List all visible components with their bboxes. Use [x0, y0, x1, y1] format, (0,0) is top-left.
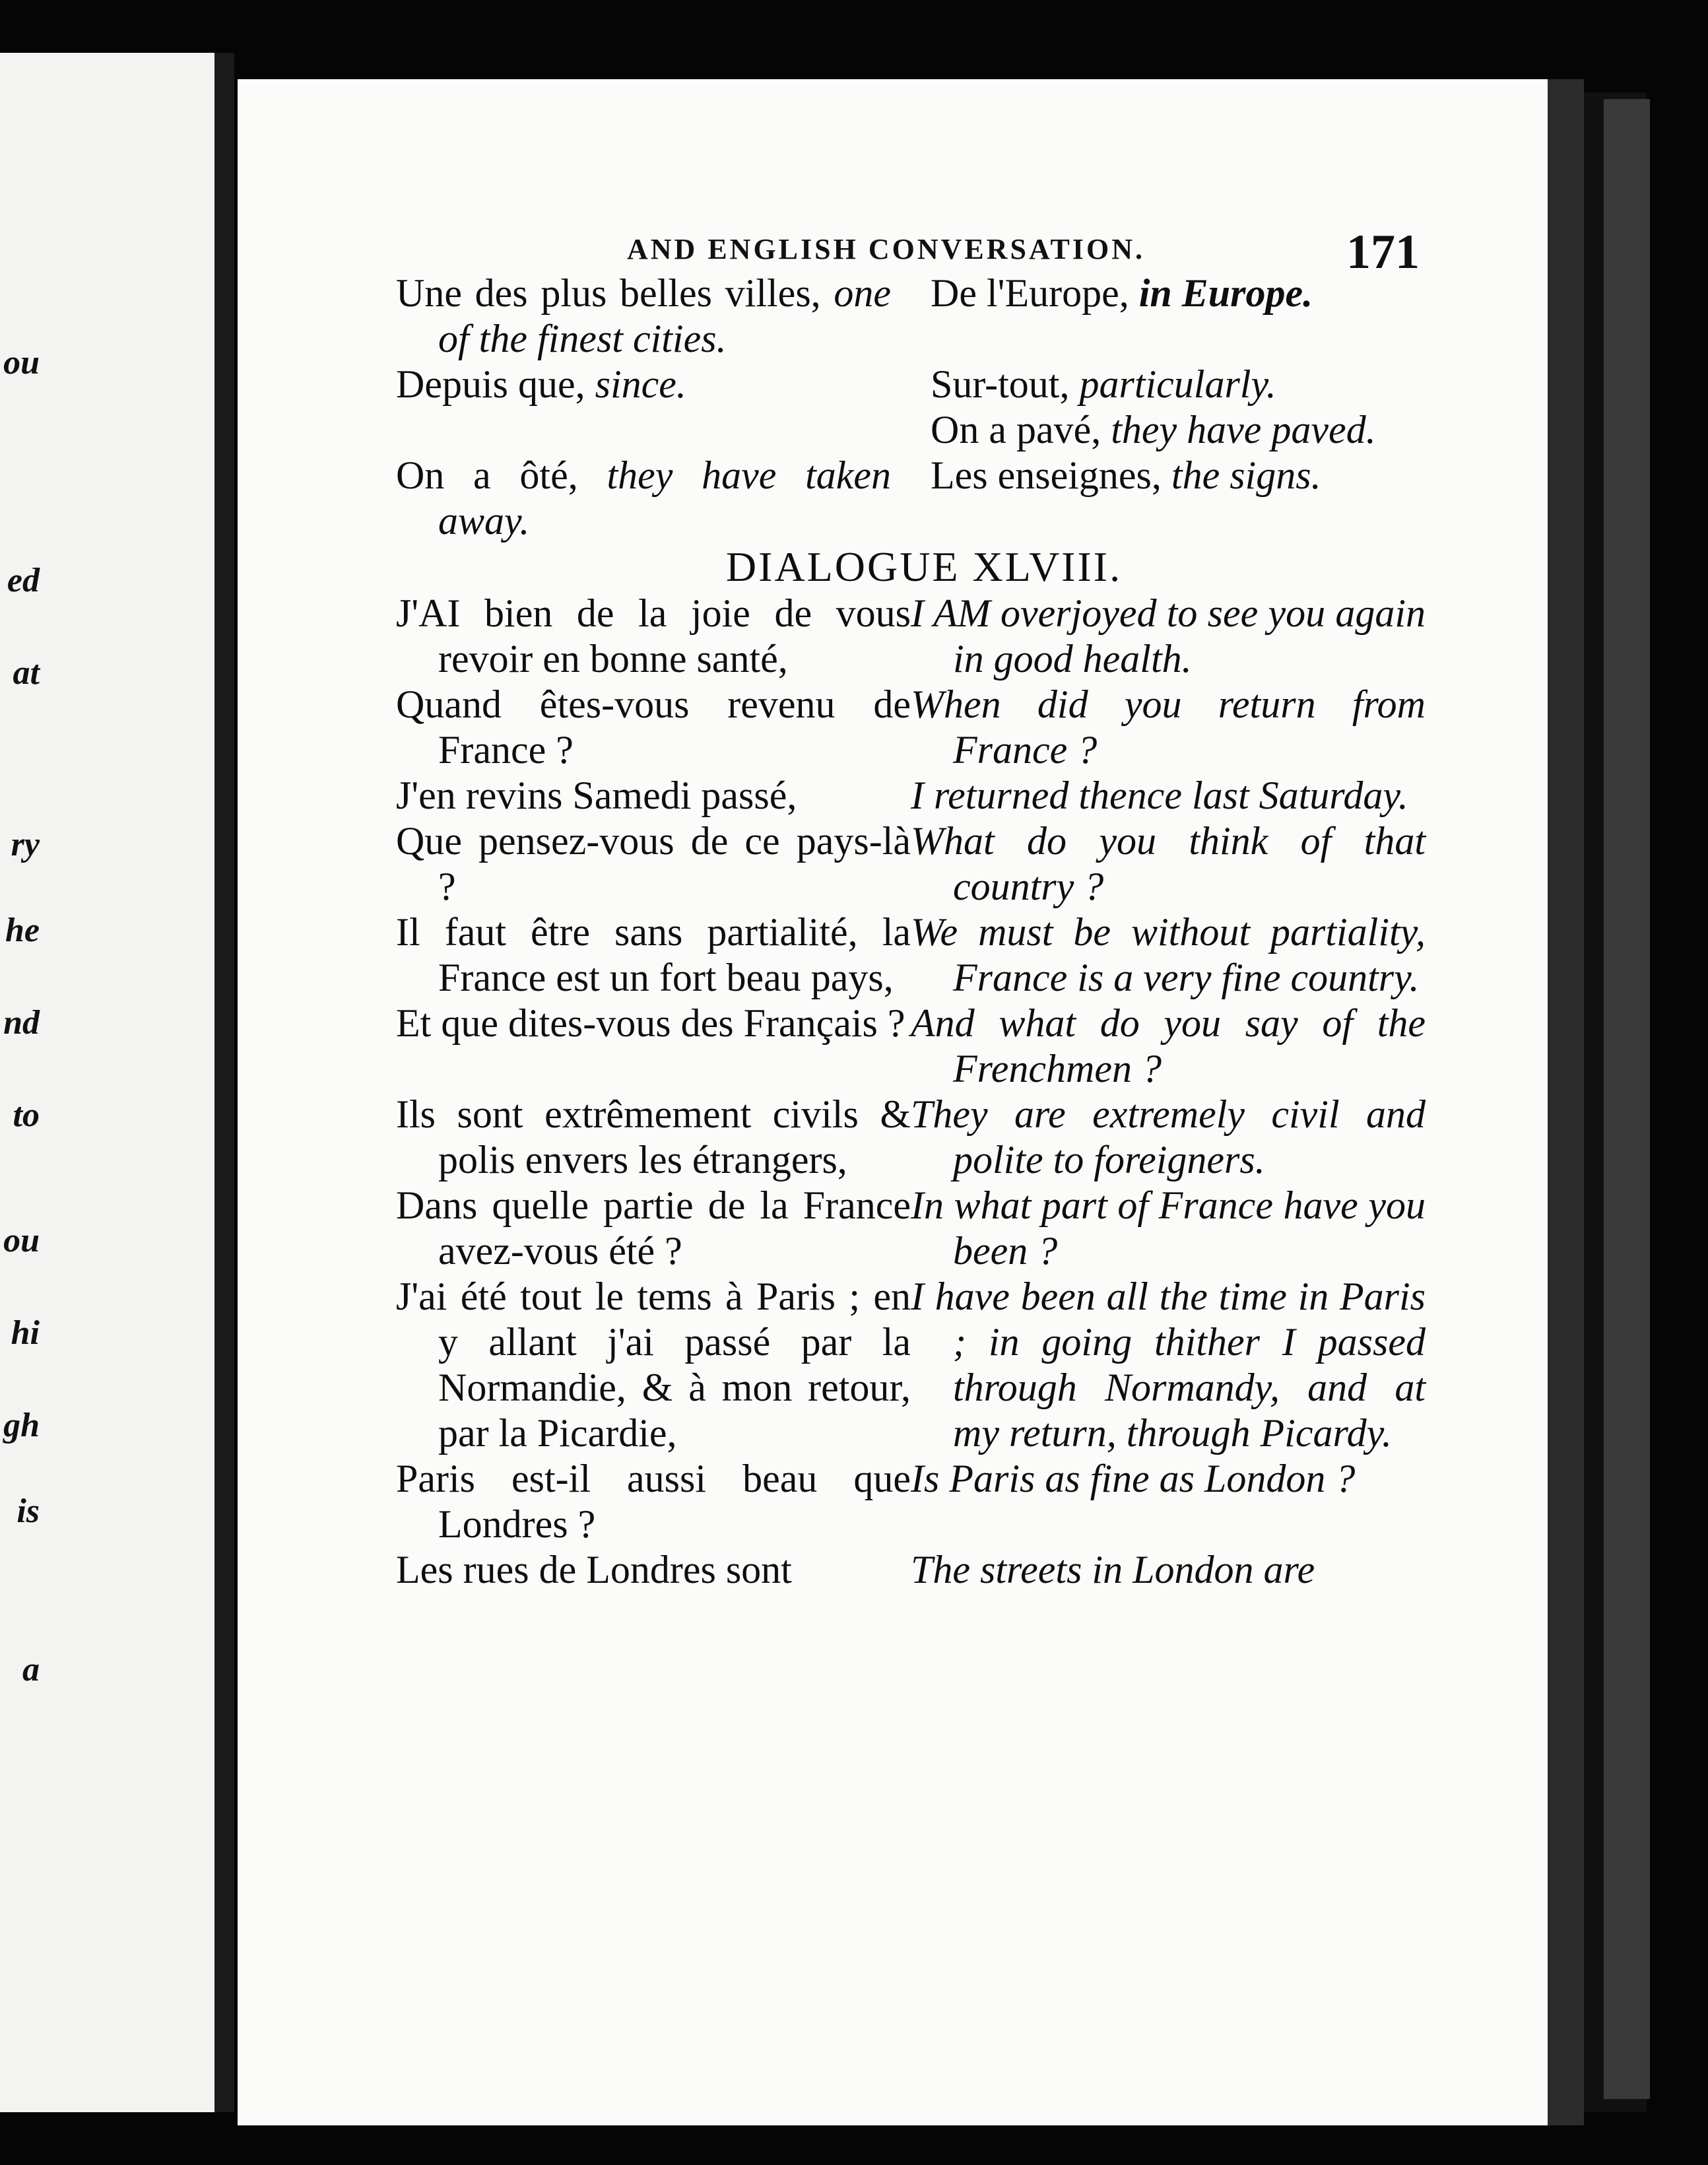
dialogue-row: [396, 591, 1426, 682]
edge-fragment: ed: [7, 562, 40, 599]
dialogue-row: [396, 1001, 1426, 1092]
vocab-french: On a pavé,: [931, 408, 1101, 451]
vocab-entry: [396, 362, 891, 407]
dialogue-row: [396, 773, 1426, 818]
vocab-french: Une des plus belles villes,: [396, 271, 821, 315]
dialogue-english: And what do you say of the Frenchmen ?: [911, 1001, 1426, 1090]
dialogue-english: I returned thence last Saturday.: [911, 774, 1408, 817]
dialogue-french: J'en revins Samedi passé,: [396, 774, 797, 817]
vocab-english: since.: [595, 362, 686, 406]
vocabulary-right-column: [931, 271, 1426, 544]
edge-fragment: to: [13, 1096, 40, 1134]
vocab-english: particularly.: [1079, 362, 1276, 406]
dialogue-row: [396, 1183, 1426, 1274]
vocab-entry: [931, 271, 1426, 316]
dialogue-row: [396, 910, 1426, 1001]
vocab-entry: [396, 271, 891, 362]
edge-fragment: is: [16, 1492, 40, 1530]
dialogue-title: DIALOGUE XLVIII.: [725, 543, 1123, 590]
dialogue-french: Les rues de Londres sont: [396, 1548, 792, 1591]
edge-fragment: ou: [3, 1222, 40, 1259]
edge-fragment: he: [5, 912, 40, 949]
edge-fragment: hi: [11, 1314, 40, 1352]
edge-fragment: a: [22, 1651, 40, 1688]
dialogue-french: Que pensez-vous de ce pays-là ?: [396, 819, 911, 908]
dialogue-english: They are extremely civil and polite to foreigners.: [911, 1092, 1426, 1182]
edge-fragment: nd: [3, 1004, 40, 1042]
dialogue-row: [396, 1274, 1426, 1456]
dialogue-english: Is Paris as fine as London ?: [911, 1457, 1356, 1500]
facing-page: [0, 53, 214, 2112]
edge-fragment: at: [13, 654, 40, 692]
vocab-french: Les enseignes,: [931, 453, 1162, 497]
dialogue-french: Il faut être sans partialité, la France est un fort beau pays,: [396, 910, 911, 999]
dialogue-english: I AM overjoyed to see you again in good health.: [911, 591, 1426, 681]
dialogue-french: J'AI bien de la joie de vous revoir en bonne santé,: [396, 591, 911, 681]
dialogue-french: Et que dites-vous des Français ?: [396, 1001, 905, 1045]
dialogue-french: Dans quelle partie de la France avez-vous été ?: [396, 1183, 911, 1273]
vocabulary-block: [396, 271, 1426, 544]
dialogue-french: Paris est-il aussi beau que Londres ?: [396, 1457, 911, 1546]
dialogue-french: Quand êtes-vous revenu de France ?: [396, 683, 911, 772]
dialogue-row: [396, 818, 1426, 910]
dialogue-french: J'ai été tout le tems à Paris ; en y allant j'ai passé par la Normandie, & à mon retour, par la Picardie,: [396, 1275, 911, 1455]
vocab-french: On a ôté,: [396, 453, 578, 497]
gutter: [214, 53, 234, 2112]
dialogue-row: [396, 1547, 1426, 1593]
dialogue-english: We must be without partiality, France is a very fine country.: [911, 910, 1426, 999]
dialogue-french: Ils sont extrêmement civils & polis envers les étrangers,: [396, 1092, 911, 1182]
dialogue-row: [396, 682, 1426, 773]
page-body: [396, 271, 1426, 1593]
vocab-english: the signs.: [1171, 453, 1321, 497]
running-head: AND ENGLISH CONVERSATION.: [627, 233, 1145, 265]
vocab-entry: [931, 362, 1426, 407]
vocab-english: one of the finest cities.: [438, 271, 892, 360]
vocab-english: in Europe.: [1138, 271, 1313, 315]
dialogue-row: [396, 1456, 1426, 1547]
dialogue-english: The streets in London are: [911, 1548, 1315, 1591]
vocab-english: they have paved.: [1111, 408, 1376, 451]
vocab-french: De l'Europe,: [931, 271, 1129, 315]
edge-fragment: ry: [11, 826, 40, 863]
edge-fragment: ou: [3, 344, 40, 382]
page-number: 171: [1346, 225, 1420, 279]
book-binding-edge: [1604, 99, 1650, 2099]
dialogue-english: When did you return from France ?: [911, 683, 1426, 772]
vocab-english: they have taken away.: [438, 453, 892, 543]
dialogue-row: [396, 1092, 1426, 1183]
dialogue-english: In what part of France have you been ?: [911, 1183, 1426, 1273]
vocab-entry: [931, 453, 1426, 498]
dialogue-english: I have been all the time in Paris ; in going thither I passed through Normandy, and at my return, through Picardy.: [911, 1275, 1426, 1455]
vocab-french: Depuis que,: [396, 362, 585, 406]
vocab-french: Sur-tout,: [931, 362, 1070, 406]
page-header: [0, 145, 1708, 238]
page-edge: [1548, 79, 1584, 2125]
vocab-entry: [396, 453, 891, 544]
vocab-entry: [931, 407, 1426, 453]
vocabulary-left-column: [396, 271, 891, 544]
edge-fragment: gh: [3, 1407, 40, 1444]
dialogue-english: What do you think of that country ?: [911, 819, 1426, 908]
